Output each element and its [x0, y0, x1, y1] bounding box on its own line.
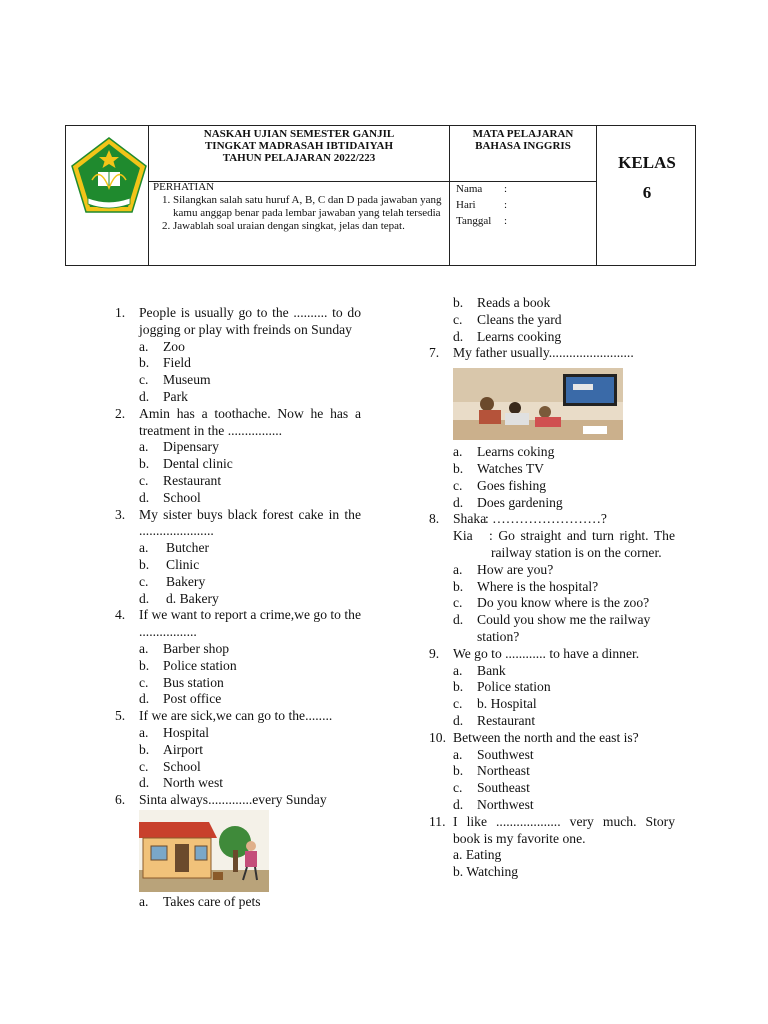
- option-letter: c.: [453, 696, 463, 712]
- option: [139, 775, 361, 792]
- options: [429, 747, 675, 814]
- option: [139, 372, 361, 389]
- option: [139, 355, 361, 372]
- option-letter: c.: [139, 372, 149, 388]
- dialogue-text: : ……………………?: [485, 511, 607, 527]
- option-letter: d.: [139, 691, 150, 707]
- option: [453, 295, 675, 312]
- option: [453, 461, 675, 478]
- option: [453, 562, 675, 579]
- question-text: We go to ............ to have a dinner.: [453, 645, 640, 661]
- option-letter: a.: [139, 640, 149, 656]
- option: b. Watching: [453, 864, 519, 880]
- question: [429, 511, 675, 561]
- option-text: Hospital: [163, 724, 210, 740]
- option-letter: b.: [453, 763, 464, 779]
- option: [139, 894, 361, 911]
- identity-sep: :: [504, 183, 508, 195]
- option: [139, 557, 361, 574]
- options: [429, 295, 675, 345]
- option: [139, 742, 361, 759]
- family-tv-image: [453, 368, 623, 440]
- option-letter: b.: [139, 657, 150, 673]
- option-letter: a.: [139, 724, 149, 740]
- exam-title: [150, 128, 448, 164]
- option: [139, 658, 361, 675]
- option-letter: b.: [453, 578, 464, 594]
- question-number: 2.: [115, 405, 126, 421]
- option-text: Watches TV: [477, 460, 544, 476]
- option-text: Do you know where is the zoo?: [477, 595, 650, 611]
- option-text: Police station: [163, 657, 237, 673]
- question-number: 3.: [115, 506, 126, 522]
- option-text: Cleans the yard: [477, 311, 562, 327]
- option: [453, 763, 675, 780]
- question: [429, 646, 675, 663]
- options: [429, 562, 675, 646]
- option-text: Bakery: [166, 573, 206, 589]
- option-text: Could you show me the railway station?: [477, 612, 651, 644]
- option-text: Post office: [163, 691, 222, 707]
- question: [429, 345, 675, 362]
- header-table: [65, 125, 696, 266]
- options: [429, 444, 675, 511]
- attention-item: 1. Silangkan salah satu huruf A, B, C dan D pada jawaban yang kamu anggap benar pada lembar jawaban yang telah tersedia: [173, 194, 443, 220]
- option: [453, 612, 675, 646]
- option-letter: d.: [453, 712, 464, 728]
- options: [115, 339, 361, 406]
- option-text: Restaurant: [163, 472, 222, 488]
- option-text: School: [163, 758, 201, 774]
- options: [115, 439, 361, 506]
- option-text: Goes fishing: [477, 477, 547, 493]
- question-number: 8.: [429, 511, 440, 527]
- option: [453, 797, 675, 814]
- options: [429, 847, 675, 881]
- option-letter: c.: [139, 674, 149, 690]
- question-text: If we are sick,we can go to the........: [139, 708, 333, 724]
- subject-title-line: BAHASA INGGRIS: [475, 140, 571, 152]
- option-letter: c.: [139, 573, 149, 589]
- option: [139, 591, 361, 608]
- option: [139, 389, 361, 406]
- dialogue-line: [453, 511, 675, 528]
- option-letter: c.: [139, 472, 149, 488]
- question-number: 11.: [429, 813, 446, 829]
- divider: [148, 126, 149, 265]
- attention-title: PERHATIAN: [153, 181, 215, 193]
- option: [139, 490, 361, 507]
- option-text: Restaurant: [477, 712, 536, 728]
- option-text: Southwest: [477, 746, 534, 762]
- exam-title-line: TINGKAT MADRASAH IBTIDAIYAH: [204, 140, 394, 152]
- option-text: Northwest: [477, 796, 534, 812]
- option: [139, 675, 361, 692]
- option-text: Dipensary: [163, 439, 219, 455]
- option-text: Bank: [477, 662, 506, 678]
- option-text: Takes care of pets: [163, 893, 261, 909]
- option: [139, 473, 361, 490]
- option-letter: a.: [139, 540, 149, 556]
- kemenag-logo: [70, 136, 148, 216]
- option-letter: a.: [453, 746, 463, 762]
- options: [115, 894, 361, 911]
- option-letter: c.: [139, 758, 149, 774]
- class-label: KELAS: [618, 153, 676, 172]
- identity-label: Tanggal: [456, 215, 492, 227]
- option-text: Museum: [163, 372, 211, 388]
- exam-title-line: TAHUN PELAJARAN 2022/223: [222, 152, 376, 164]
- option-letter: d.: [139, 489, 150, 505]
- divider: [596, 126, 597, 265]
- option-letter: d.: [453, 328, 464, 344]
- question-number: 9.: [429, 645, 440, 661]
- option-text: Northeast: [477, 763, 530, 779]
- dialogue-line: [453, 528, 675, 562]
- option: a. Eating: [453, 847, 502, 863]
- right-column: [429, 295, 675, 881]
- options: [115, 540, 361, 607]
- option-text: Reads a book: [477, 295, 551, 310]
- option: [453, 679, 675, 696]
- identity-label: Hari: [456, 199, 476, 211]
- option: [453, 444, 675, 461]
- question: [115, 406, 361, 440]
- exam-title-line: NASKAH UJIAN SEMESTER GANJIL: [203, 128, 395, 140]
- option-letter: c.: [453, 780, 463, 796]
- option-text: Bus station: [163, 674, 224, 690]
- option: [453, 595, 675, 612]
- option-letter: d.: [453, 796, 464, 812]
- option-letter: a.: [453, 662, 463, 678]
- subject-title: [451, 128, 595, 152]
- option-text: Dental clinic: [163, 456, 233, 472]
- question-number: 7.: [429, 345, 440, 361]
- option: [139, 641, 361, 658]
- option: [453, 329, 675, 346]
- option: [453, 747, 675, 764]
- option: [453, 478, 675, 495]
- option: [139, 339, 361, 356]
- option: [139, 691, 361, 708]
- option: [453, 579, 675, 596]
- option-letter: d.: [453, 612, 464, 628]
- option: [453, 713, 675, 730]
- option-letter: d.: [139, 590, 150, 606]
- option: [139, 439, 361, 456]
- option-letter: a.: [453, 561, 463, 577]
- question-number: 10.: [429, 729, 446, 745]
- question-number: 4.: [115, 607, 126, 623]
- left-column: [115, 305, 361, 911]
- question-text: Sinta always.............every Sunday: [139, 792, 327, 808]
- option-letter: b.: [139, 456, 150, 472]
- option: [453, 312, 675, 329]
- options: [115, 641, 361, 708]
- option-letter: b.: [139, 355, 150, 371]
- option: [453, 696, 675, 713]
- option-text: Butcher: [166, 540, 210, 556]
- option: [453, 663, 675, 680]
- option-letter: b.: [453, 679, 464, 695]
- speaker-name: Shaka: [453, 511, 487, 527]
- option-letter: b.: [139, 741, 150, 757]
- question: [115, 607, 361, 641]
- option-letter: b.: [453, 295, 464, 310]
- question: [115, 792, 361, 809]
- option-text: d. Bakery: [166, 590, 219, 606]
- question-text: I like ................... very much. Story book is my favorite one.: [453, 813, 675, 846]
- options: [429, 663, 675, 730]
- option-letter: c.: [453, 477, 463, 493]
- option: [139, 540, 361, 557]
- identity-sep: :: [504, 199, 508, 211]
- option-letter: c.: [453, 311, 463, 327]
- option: [139, 456, 361, 473]
- question-number: 5.: [115, 708, 126, 724]
- question-text: My sister buys black forest cake in the ......................: [139, 506, 361, 539]
- question: [115, 708, 361, 725]
- divider: [449, 126, 450, 265]
- dialogue-text: : Go straight and turn right. The railway station is on the corner.: [489, 528, 675, 560]
- option-text: School: [163, 489, 201, 505]
- option-letter: a.: [453, 444, 463, 460]
- subject-title-line: MATA PELAJARAN: [472, 128, 574, 140]
- option-text: Where is the hospital?: [477, 578, 599, 594]
- option-text: North west: [163, 775, 224, 791]
- option-letter: b.: [453, 460, 464, 476]
- option: [139, 574, 361, 591]
- option-letter: c.: [453, 595, 463, 611]
- option-text: How are you?: [477, 561, 554, 577]
- option-letter: d.: [139, 775, 150, 791]
- option: [453, 495, 675, 512]
- question-number: 6.: [115, 792, 126, 808]
- option: [139, 759, 361, 776]
- question-number: 1.: [115, 305, 126, 320]
- option-letter: d.: [453, 494, 464, 510]
- class-value: 6: [642, 183, 652, 202]
- question-text: My father usually.........................: [453, 345, 634, 361]
- identity-sep: :: [504, 215, 508, 227]
- option-letter: a.: [139, 893, 149, 909]
- option-letter: a.: [139, 439, 149, 455]
- question-text: Between the north and the east is?: [453, 729, 639, 745]
- option: [453, 780, 675, 797]
- question: [429, 730, 675, 747]
- option-letter: b.: [139, 556, 150, 572]
- option-text: Zoo: [163, 338, 185, 354]
- question: [115, 507, 361, 541]
- option-letter: a.: [139, 338, 149, 354]
- option-text: Airport: [163, 741, 204, 757]
- house-garden-image: [139, 810, 269, 892]
- option-text: Southeast: [477, 780, 530, 796]
- option-text: Clinic: [166, 556, 200, 572]
- option-text: Learns cooking: [477, 328, 562, 344]
- option: [139, 725, 361, 742]
- identity-label: Nama: [456, 183, 483, 195]
- option-letter: d.: [139, 388, 150, 404]
- options: [115, 725, 361, 792]
- option-text: b. Hospital: [477, 696, 537, 712]
- question: [115, 305, 361, 339]
- option-text: Barber shop: [163, 640, 230, 656]
- speaker-name: Kia: [453, 528, 473, 544]
- attention-block: [153, 181, 443, 233]
- question-text: People is usually go to the .......... to do jogging or play with freinds on Sunday: [139, 305, 361, 337]
- option-text: Learns coking: [477, 444, 555, 460]
- question-text: If we want to report a crime,we go to the .................: [139, 607, 361, 640]
- option-text: Police station: [477, 679, 551, 695]
- option-text: Park: [163, 388, 188, 404]
- question-text: Amin has a toothache. Now he has a treatment in the ................: [139, 405, 361, 438]
- option-text: Field: [163, 355, 191, 371]
- question: [429, 814, 675, 848]
- attention-item: 2. Jawablah soal uraian dengan singkat, jelas dan tepat.: [173, 220, 443, 233]
- option-text: Does gardening: [477, 494, 563, 510]
